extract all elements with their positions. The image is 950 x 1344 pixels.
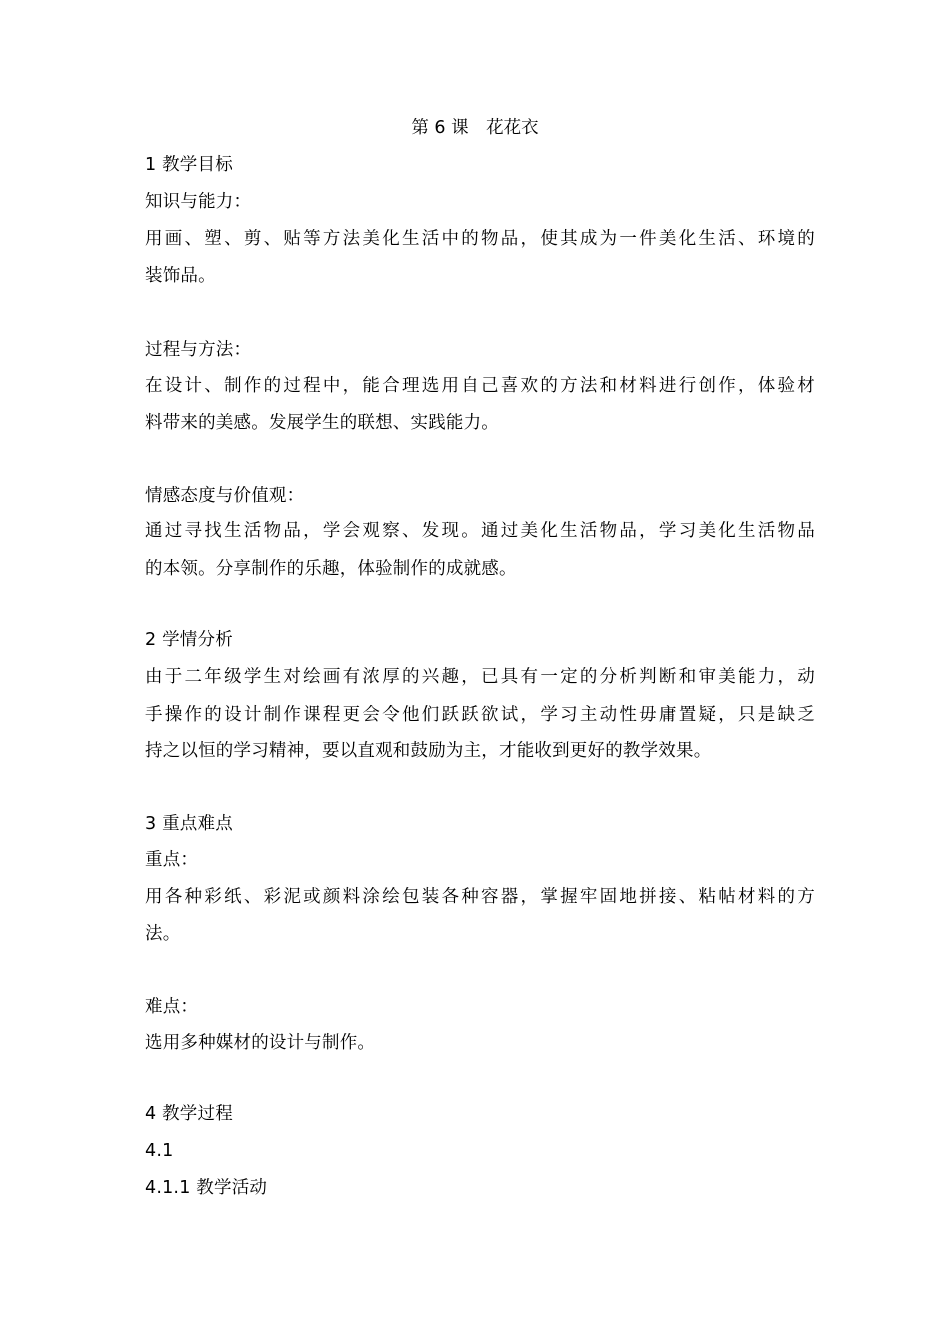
section-heading-student-analysis: 2 学情分析 — [145, 630, 233, 650]
subsection-heading-4-1: 4.1 — [145, 1141, 174, 1161]
key-point-label: 重点： — [145, 850, 199, 870]
lesson-title: 第 6 课 花花衣 — [411, 118, 539, 138]
subsection-heading-4-1-1: 4.1.1 教学活动 — [145, 1178, 268, 1198]
process-method-text-line-2: 料带来的美感。发展学生的联想、实践能力。 — [145, 413, 499, 433]
student-analysis-text-line-1: 由于二年级学生对绘画有浓厚的兴趣，已具有一定的分析判断和审美能力，动 — [145, 667, 815, 687]
process-method-label: 过程与方法： — [145, 340, 252, 360]
difficult-point-text: 选用多种媒材的设计与制作。 — [145, 1033, 376, 1053]
section-heading-teaching-process: 4 教学过程 — [145, 1104, 233, 1124]
knowledge-ability-text-line-1: 用画、塑、剪、贴等方法美化生活中的物品，使其成为一件美化生活、环境的 — [145, 229, 815, 249]
difficult-point-label: 难点： — [145, 997, 199, 1017]
knowledge-ability-text-line-2: 装饰品。 — [145, 266, 216, 286]
section-heading-key-difficult-points: 3 重点难点 — [145, 814, 233, 834]
student-analysis-text-line-2: 手操作的设计制作课程更会令他们跃跃欲试，学习主动性毋庸置疑，只是缺乏 — [145, 705, 815, 725]
student-analysis-text-line-3: 持之以恒的学习精神，要以直观和鼓励为主，才能收到更好的教学效果。 — [145, 741, 712, 761]
knowledge-ability-label: 知识与能力： — [145, 192, 252, 212]
emotion-values-text-line-2: 的本领。分享制作的乐趣，体验制作的成就感。 — [145, 559, 517, 579]
process-method-text-line-1: 在设计、制作的过程中，能合理选用自己喜欢的方法和材料进行创作，体验材 — [145, 376, 815, 396]
section-heading-teaching-goals: 1 教学目标 — [145, 155, 233, 175]
key-point-text-line-2: 法。 — [145, 924, 181, 944]
key-point-text-line-1: 用各种彩纸、彩泥或颜料涂绘包装各种容器，掌握牢固地拼接、粘帖材料的方 — [145, 887, 815, 907]
emotion-values-label: 情感态度与价值观： — [145, 486, 305, 506]
emotion-values-text-line-1: 通过寻找生活物品，学会观察、发现。通过美化生活物品，学习美化生活物品 — [145, 521, 815, 541]
